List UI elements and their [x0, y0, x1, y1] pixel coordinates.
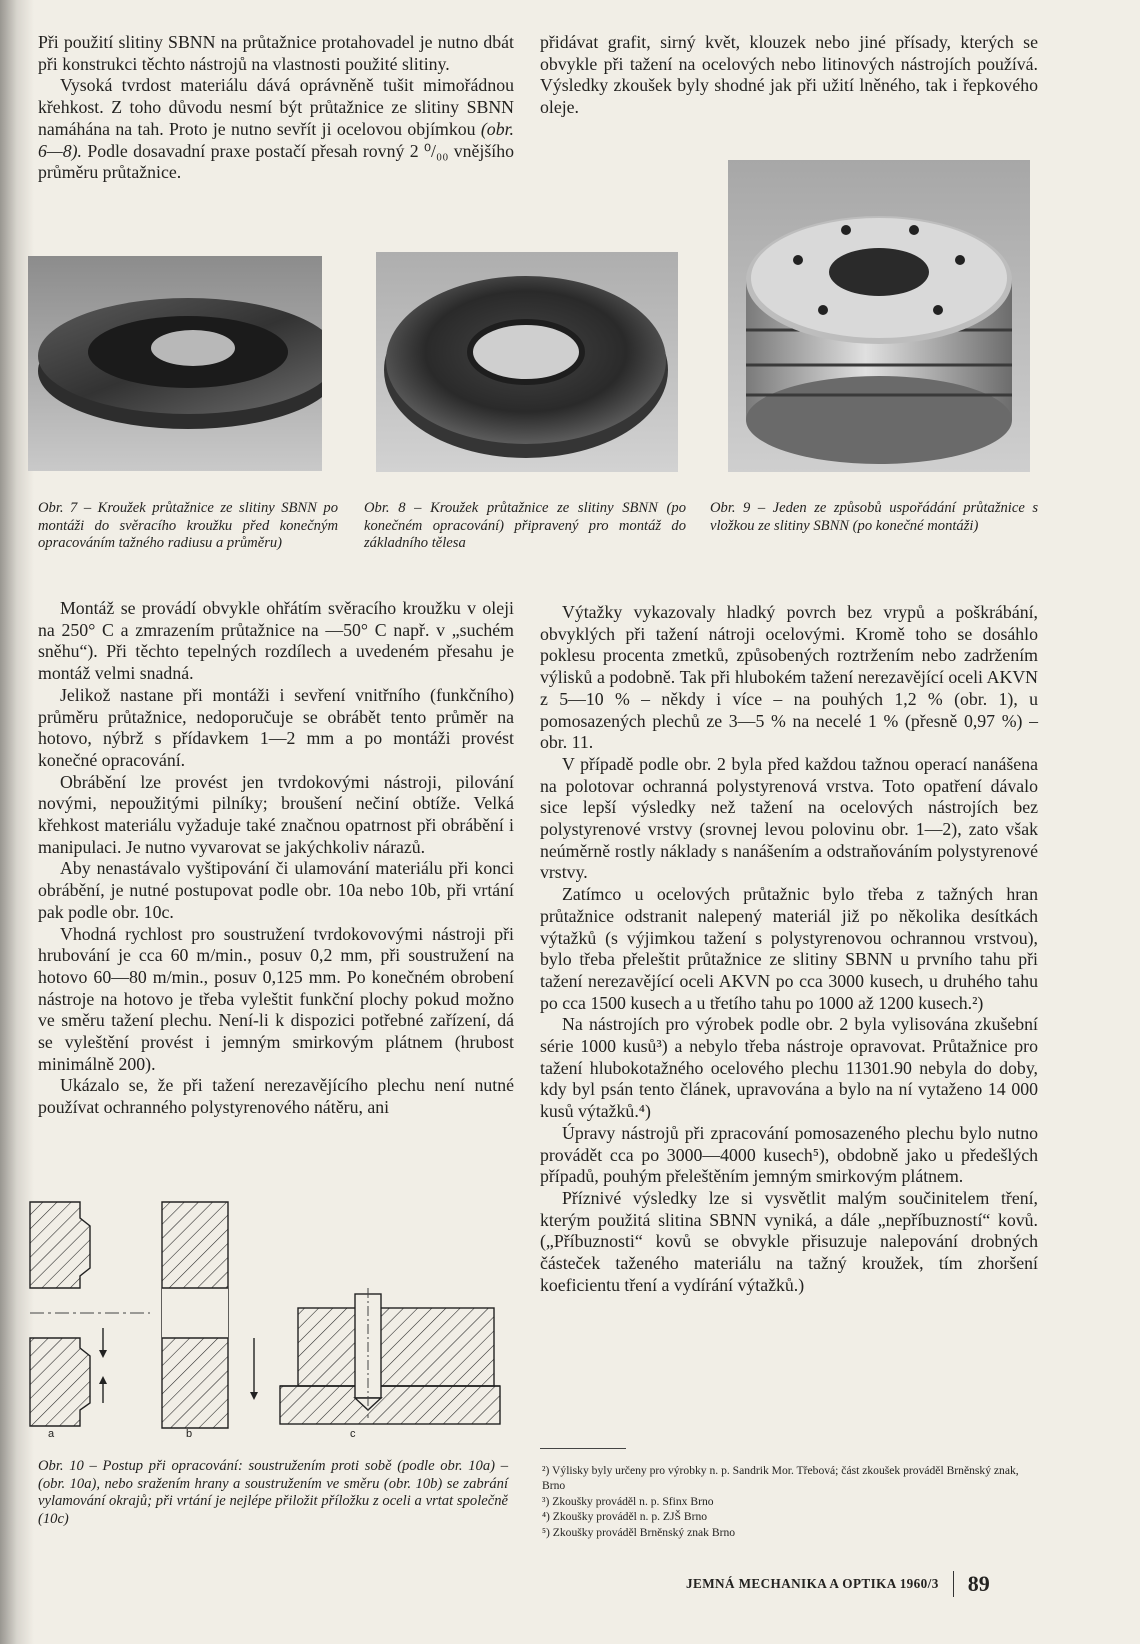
paragraph: Jelikož nastane při montáži i sevření vnitřního (funkčního) průměru průtažnice, nedoporučuje se obrábět tento průměr na hotovo, nýbrž s přídavkem 1—2 mm a po montáži provést konečné opracování.	[38, 684, 514, 770]
diagram-label-b: b	[186, 1428, 193, 1440]
figure-10-drawings	[0, 1188, 540, 1458]
footnote: ²) Výlisky byly určeny pro výrobky n. p. Sandrik Mor. Třebová; část zkoušek prováděl Brněnský znak, Brno	[542, 1464, 1019, 1493]
paragraph: Vhodná rychlost pro soustružení tvrdokovovými nástroji při hrubování je cca 60 m/min., posuv 0,2 mm, při soustružení na hotovo 60—80 m/min., posuv 0,125 mm. Po konečném obrobení nástroje na hotovo je třeba vyleštit funkční plochy pokud možno ve směru tažení plechu. Není-li k dispozici potřebné zařízení, dá se vyleštění provést i jemným smirkovým plátnem (hrubost minimálně 200).	[38, 923, 514, 1074]
paragraph: Montáž se provádí obvykle ohřátím svěracího kroužku v oleji na 250° C a zmrazením průtažnice na —50° C např. v „suchém sněhu“). Při těchto tepelných rozdílech a uvedeném přesahu je montáž velmi snadná.	[38, 598, 514, 684]
paragraph: Zatímco u ocelových průtažnic bylo třeba z tažných hran průtažnice odstranit nalepený materiál již po několika desítkách výtažků (s výjimkou tažení s polystyrenovou ochrannou vrstvou), bylo třeba přeleštit průtažnice ze slitiny SBNN u prvního tahu při tažení nerezavějící oceli AKVN po cca 3000 kusech, u druhého tahu po cca 1500 kusech a u třetího tahu po 1000 až 1200 kusech.²)	[540, 884, 1038, 1013]
left-column-top	[38, 32, 514, 184]
page-footer	[686, 1571, 990, 1597]
figure-8-caption: Obr. 8 – Kroužek průtažnice ze slitiny SBNN (po konečném opracování) připravený pro montáž do základního tělesa	[364, 500, 686, 552]
figure-7-caption: Obr. 7 – Kroužek průtažnice ze slitiny SBNN po montáži do svěracího kroužku před konečným opracováním tažného radiusu a průměru)	[38, 500, 338, 552]
right-column-body	[540, 602, 1038, 1297]
page-number: 89	[967, 1571, 990, 1596]
paragraph: Ukázalo se, že při tažení nerezavějícího plechu není nutné používat ochranného polystyrenového nátěru, ani	[38, 1075, 514, 1118]
diagram-a	[30, 1202, 150, 1426]
text-run: Vysoká tvrdost materiálu dává oprávněně tušit mimořádnou křehkost. Z toho důvodu nesmí být průtažnice ze slitiny SBNN namáhána na tah. Proto je nutno sevřít ji ocelovou objímkou	[38, 75, 514, 139]
paragraph: Příznivé výsledky lze si vysvětlit malým součinitelem tření, kterým použitá slitina SBNN vyniká, a dále „nepříbuzností“ kovů. („Příbuznosti“ kovů se obvykle přisuzuje nalepování drobných částeček taženého materiálu na tažný kroužek, tím zhoršení koeficientu tření a vydírání výtažků.)	[540, 1187, 1038, 1295]
journal-title: JEMNÁ MECHANIKA A OPTIKA 1960/3	[686, 1576, 939, 1591]
diagram-label-c: c	[350, 1428, 356, 1440]
diagram-b	[162, 1202, 258, 1428]
paragraph: přidávat grafit, sirný květ, klouzek nebo jiné přísady, kterých se obvykle při tažení na ocelových nebo litinových nástrojích používá. Výsledky zkoušek byly shodné jak při užití lněného, tak i řepkového oleje.	[540, 32, 1038, 118]
figure-9-caption: Obr. 9 – Jeden ze způsobů uspořádání průtažnice s vložkou ze slitiny SBNN (po konečné montáži)	[710, 500, 1038, 534]
text-run: Podle dosavadní praxe postačí přesah rovný 2 ⁰/₀₀ vnějšího průměru průtažnice.	[38, 140, 514, 183]
ring-photo-graphic	[376, 252, 678, 472]
paragraph: Obrábění lze provést jen tvrdokovými nástroji, pilování novými, nepoužitými pilníky; broušení nečiní obtíže. Velká křehkost materiálu vyžaduje také značnou opatrnost při obrábění i manipulaci. Je nutno vyvarovat se jakýchkoliv nárazů.	[38, 771, 514, 857]
right-column-top	[540, 32, 1038, 119]
diagram-label-a: a	[48, 1428, 55, 1440]
figure-8-photo	[376, 252, 678, 472]
footnotes	[540, 1448, 1040, 1540]
figure-7-photo	[28, 256, 322, 471]
footnote: ⁴) Zkoušky prováděl n. p. ZJŠ Brno	[542, 1510, 708, 1524]
machining-diagram	[0, 1188, 540, 1458]
paragraph: Při použití slitiny SBNN na průtažnice protahovadel je nutno dbát při konstrukci těchto nástrojů na vlastnosti použité slitiny.	[38, 32, 514, 74]
figure-10-caption: Obr. 10 – Postup při opracování: soustružením proti sobě (podle obr. 10a) – (obr. 10a), nebo sražením hrany a soustružením ve směru (obr. 10b) se zabrání vylamování okrajů; při vrtání je nejlépe přiložit příložku z oceli a vrtat společně (10c)	[38, 1458, 508, 1527]
footer-divider	[953, 1571, 954, 1597]
footnote: ⁵) Zkoušky prováděl Brněnský znak Brno	[542, 1525, 736, 1539]
diagram-c	[280, 1288, 500, 1424]
stacked-rings-photo-graphic	[728, 160, 1030, 472]
figure-reference: (obr. 6—8).	[38, 118, 514, 161]
footnote-rule	[540, 1448, 626, 1449]
footnote: ³) Zkoušky prováděl n. p. Sfinx Brno	[542, 1494, 714, 1508]
paragraph: Výtažky vykazovaly hladký povrch bez vrypů a poškrábání, obvyklých při tažení nátroji ocelovými. Kromě toho se dosáhlo poklesu procenta zmetků, způsobených roztržením nebo zadržením výlisků a podobně. Tak při hlubokém tažení nerezavějící oceli AKVN z 5—10 % – někdy i více – na pouhých 1,2 % (obr. 1), u pomosazených plechů ze 3—5 % na necelé 1 % (přesně 0,97 %) – obr. 11.	[540, 602, 1038, 753]
paragraph: Úpravy nástrojů při zpracování pomosazeného plechu bylo nutno provádět cca po 3000—4000 kusech⁵), obdobně jako u předešlých případů, pouhým přeleštěním jemným smirkovým plátnem.	[540, 1122, 1038, 1187]
figure-9-photo	[728, 160, 1030, 472]
paragraph: V případě podle obr. 2 byla před každou tažnou operací nanášena na polotovar ochranná polystyrenová vrstva. Toto opatření dávalo sice lepší výsledky než tažení na ocelových nástrojích bez polystyrenové vrstvy (srovnej levou polovinu obr. 1—2), zato však neúměrně rostly náklady s nanášením a odstraňováním polystyrenové vrstvy.	[540, 753, 1038, 883]
paragraph: Aby nenastávalo vyštipování či ulamování materiálu při konci obrábění, je nutné postupovat podle obr. 10a nebo 10b, při vrtání pak podle obr. 10c.	[38, 858, 514, 922]
paragraph: Na nástrojích pro výrobek podle obr. 2 byla vylisována zkušební série 1000 kusů³) a nebylo třeba nástroje opravovat. Průtažnice pro tažení hlubokotažného ocelového plechu 11301.90 nebyla do doby, kdy byl psán tento článek, upravována a bylo na ní vytaženo 14 000 kusů výtažků.⁴)	[540, 1014, 1038, 1122]
paragraph	[38, 75, 514, 184]
ring-photo-graphic	[28, 256, 322, 471]
left-column-body	[38, 598, 514, 1119]
